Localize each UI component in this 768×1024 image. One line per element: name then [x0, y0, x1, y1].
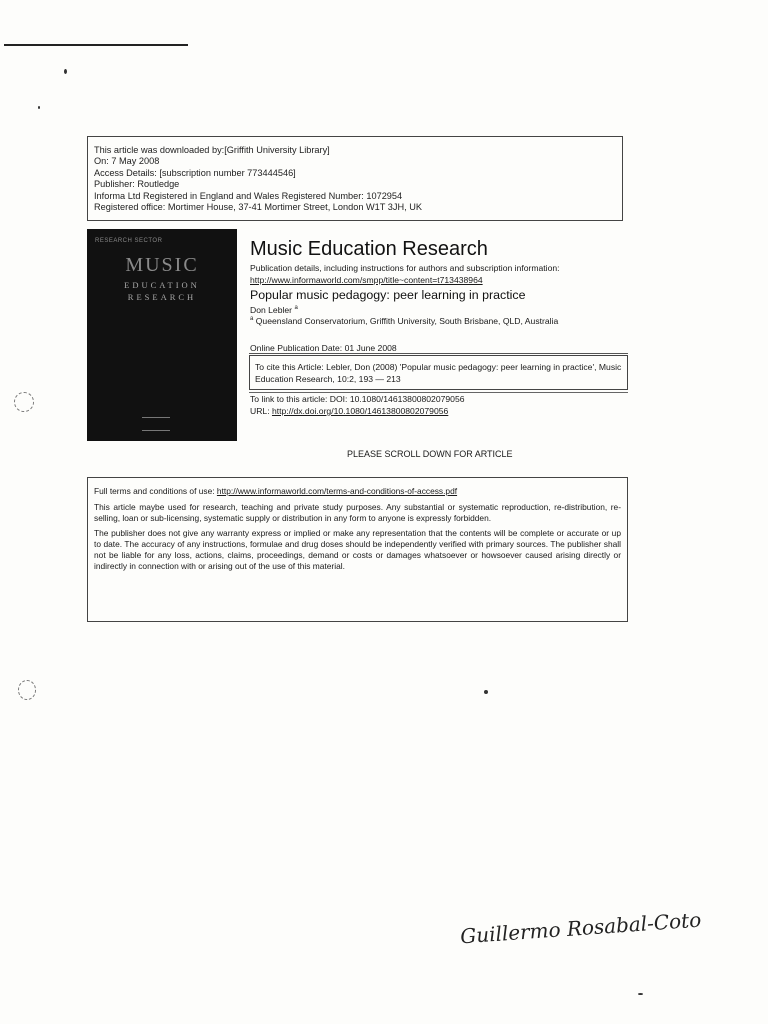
author-name: Don Lebler	[250, 305, 293, 315]
punch-hole-mark	[18, 680, 36, 700]
download-line: Informa Ltd Registered in England and Wales Registered Number: 1072954	[94, 190, 403, 201]
article-url-line	[250, 406, 448, 416]
affiliation	[250, 316, 558, 326]
publication-url-link[interactable]: http://www.informaworld.com/smpp/title~content=t713438964	[250, 275, 483, 285]
download-info-box	[87, 136, 623, 221]
url-label: URL:	[250, 406, 272, 416]
download-line: Access Details: [subscription number 773444546]	[94, 167, 296, 178]
author-superscript: a	[294, 305, 298, 312]
terms-line	[94, 486, 621, 497]
punch-hole-mark	[14, 392, 34, 412]
publisher-logo-icon	[142, 417, 170, 431]
scan-speck	[38, 106, 40, 109]
handwritten-signature: Guillermo Rosabal-Coto	[459, 907, 702, 949]
download-line: On: 7 May 2008	[94, 156, 160, 167]
journal-title: Music Education Research	[250, 238, 488, 260]
divider	[249, 353, 628, 354]
terms-paragraph-2: The publisher does not give any warranty express or implied or make any representation that the contents will be complete or accurate or up to date. The accuracy of any instructions, formulae and drug doses should be independently verified with primary sources. The publisher shall not be liable for any loss, actions, claims, proceedings, demand or costs or damages whatsoever or howsoever caused arising directly or indirectly in connection with or arising out of the use of this material.	[94, 528, 621, 571]
journal-cover-image	[87, 229, 237, 441]
scan-speck	[64, 69, 67, 74]
scan-top-rule	[4, 44, 188, 46]
terms-label: Full terms and conditions of use:	[94, 486, 217, 496]
article-title: Popular music pedagogy: peer learning in practice	[250, 288, 526, 302]
download-line: Registered office: Mortimer House, 37-41 Mortimer Street, London W1T 3JH, UK	[94, 202, 422, 213]
citation-text: To cite this Article: Lebler, Don (2008) 'Popular music pedagogy: peer learning in practice', Music Education Research, 10:2, 193 — 213	[255, 362, 622, 384]
terms-box	[87, 477, 628, 622]
cover-subtitle-2: RESEARCH	[127, 292, 197, 302]
scan-speck	[484, 690, 488, 694]
publication-details: Publication details, including instructions for authors and subscription information:	[250, 263, 560, 273]
terms-url-link[interactable]: http://www.informaworld.com/terms-and-conditions-of-access.pdf	[216, 486, 458, 496]
download-line: Publisher: Routledge	[94, 179, 180, 190]
cover-top-text: RESEARCH SECTOR	[95, 238, 163, 244]
scan-speck	[638, 993, 643, 995]
doi-line: To link to this article: DOI: 10.1080/14613800802079056	[250, 394, 465, 404]
affiliation-text: Queensland Conservatorium, Griffith University, South Brisbane, QLD, Australia	[255, 316, 559, 326]
article-url-link[interactable]: http://dx.doi.org/10.1080/14613800802079056	[271, 406, 449, 416]
scroll-notice: PLEASE SCROLL DOWN FOR ARTICLE	[347, 449, 513, 459]
download-line: This article was downloaded by:[Griffith University Library]	[94, 145, 330, 155]
author	[250, 305, 298, 315]
divider	[249, 392, 628, 393]
cover-subtitle-1: EDUCATION	[124, 280, 200, 290]
online-publication-date: Online Publication Date: 01 June 2008	[250, 343, 397, 353]
cover-title: MUSIC	[125, 254, 199, 276]
affiliation-superscript: a	[250, 316, 254, 323]
terms-paragraph-1: This article maybe used for research, teaching and private study purposes. Any substantial or systematic reproduction, re-distribution, re-selling, loan or sub-licensing, systematic supply or distribution in any form to anyone is expressly forbidden.	[94, 501, 621, 523]
citation-box	[249, 355, 628, 390]
